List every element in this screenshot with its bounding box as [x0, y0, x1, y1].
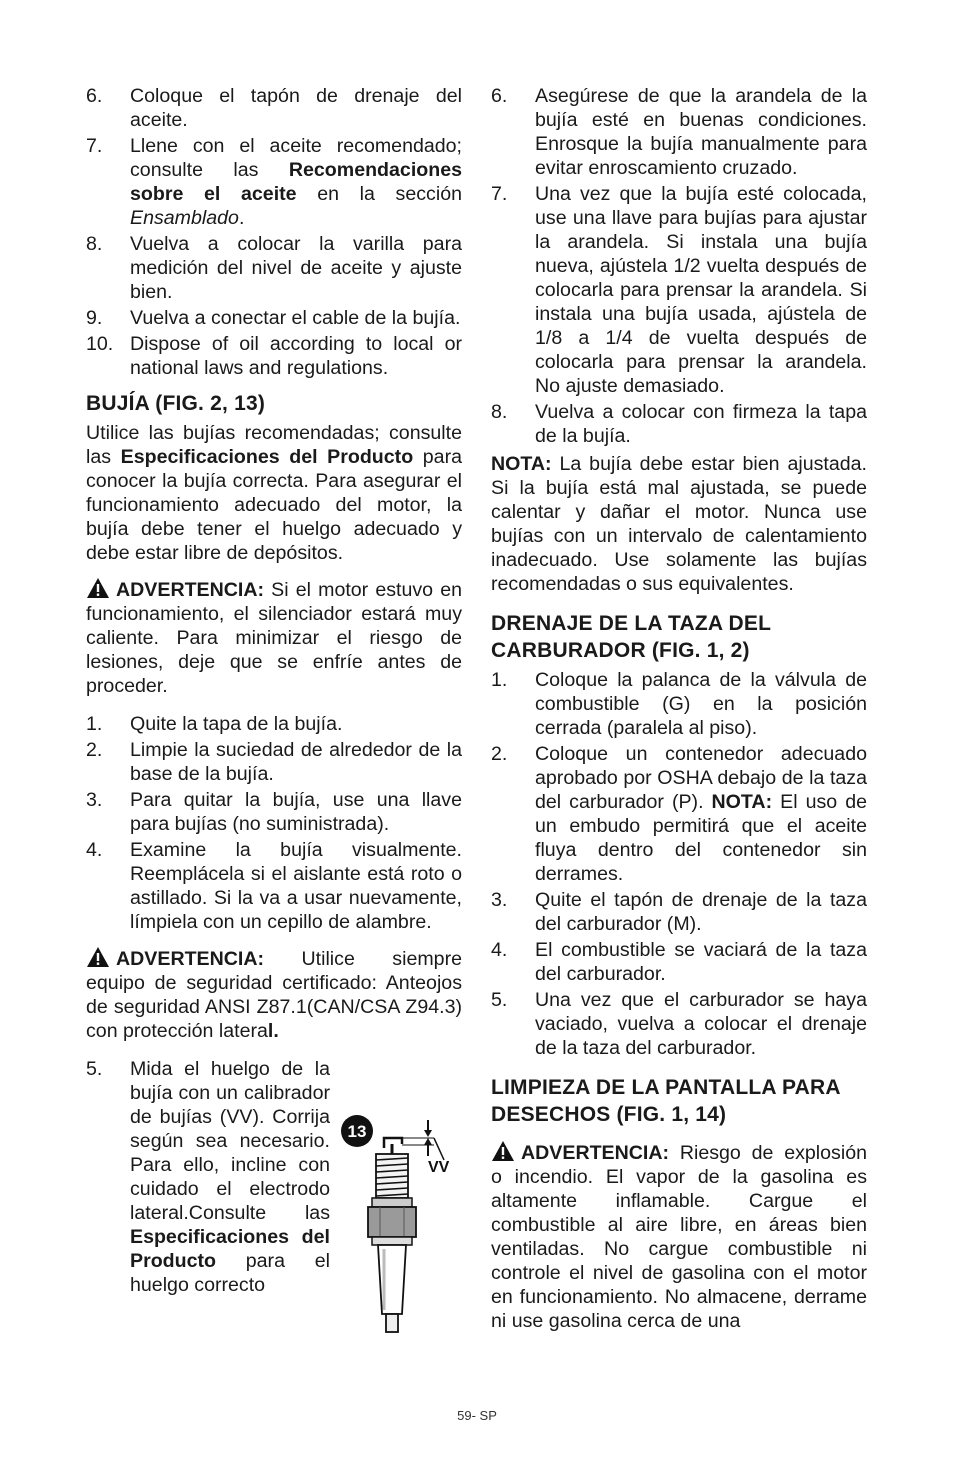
- gauge-label: VV: [428, 1159, 450, 1176]
- fuel-warning: [491, 1140, 867, 1333]
- list-item-text: Una vez que el carburador se haya vaciado, vuelva a colocar el drenaje de la taza del carburador.: [535, 989, 867, 1059]
- list-item-number: 3.: [491, 889, 508, 911]
- list-item-number: 6.: [86, 85, 103, 107]
- list-item-number: 2.: [86, 739, 103, 761]
- list-item-text: El combustible se vaciará de la taza del carburador.: [535, 939, 867, 985]
- list-item: [86, 712, 462, 736]
- debris-screen-heading: LIMPIEZA DE LA PANTALLA PARA DESECHOS (FIG. 1, 14): [491, 1076, 840, 1126]
- list-item-text: Asegúrese de que la arandela de la bujía esté en buenas condiciones. Enrosque la bujía manualmente para evitar enroscamiento cruzado.: [535, 85, 867, 179]
- installation-steps-list: [491, 84, 867, 448]
- safety-equipment-warning-text: ADVERTENCIA: Utilice siempre equipo de seguridad certificado: Anteojos de seguridad ANSI Z87.1(CAN/CSA Z94.3) con protección lateral.: [86, 948, 462, 1042]
- list-item-number: 10.: [86, 333, 114, 355]
- list-item-number: 7.: [491, 183, 508, 205]
- spark-plug-note: NOTA: La bujía debe estar bien ajustada. Si la bujía está mal ajustada, se puede calentar y dañar el motor. Nunca use bujías con un intervalo de calentamiento inadecuado. Use solamente las bujías recomendadas o sus equivalentes.: [491, 453, 867, 595]
- list-item: [491, 888, 867, 936]
- warning-triangle-icon: [86, 577, 110, 599]
- list-item-text: Coloque el tapón de drenaje del aceite.: [130, 85, 462, 131]
- figure-number: 13: [347, 1122, 367, 1141]
- list-item-number: 1.: [86, 713, 103, 735]
- list-item-text: Quite el tapón de drenaje de la taza del carburador (M).: [535, 889, 867, 935]
- list-item: [86, 788, 462, 836]
- list-item-text: Quite la tapa de la bujía.: [130, 713, 343, 735]
- list-item-number: 8.: [86, 233, 103, 255]
- list-item-text: Llene con el aceite recomendado; consulte las Recomendaciones sobre el aceite en la sección Ensamblado.: [130, 135, 462, 229]
- fuel-warning-text: ADVERTENCIA: Riesgo de explosión o incendio. El vapor de la gasolina es altamente inflamable. Cargue el combustible al aire libre, en áreas bien ventiladas. No cargue combustible ni controle el nivel de gasolina con el motor en funcionamiento. No almacene, derrame ni use gasolina cerca de una: [491, 1142, 867, 1332]
- list-item: [491, 84, 867, 180]
- list-item: [86, 306, 462, 330]
- right-column: [491, 84, 867, 1347]
- list-item: [86, 1057, 330, 1297]
- warning-triangle-icon: [86, 946, 110, 968]
- list-item-number: 6.: [491, 85, 508, 107]
- list-item-number: 9.: [86, 307, 103, 329]
- list-item-number: 5.: [491, 989, 508, 1011]
- list-item: [86, 84, 462, 132]
- warning-triangle-icon: [491, 1140, 515, 1162]
- list-item: [86, 134, 462, 230]
- carburetor-drain-heading: DRENAJE DE LA TAZA DEL CARBURADOR (FIG. 1, 2): [491, 612, 771, 662]
- list-item-number: 5.: [86, 1058, 103, 1080]
- list-item: [491, 668, 867, 740]
- spark-plug-heading: BUJÍA (FIG. 2, 13): [86, 392, 266, 415]
- list-item-number: 2.: [491, 743, 508, 765]
- list-item-text: Para quitar la bujía, use una llave para bujías (no suministrada).: [130, 789, 462, 835]
- list-item-text: Una vez que la bujía esté colocada, use una llave para bujías para ajustar la arandela. Si instala una bujía nueva, ajústela 1/2 vuelta después de colocarla para prensar la arandela. Si instala una bujía usada, ajústela de 1/8 a 1/4 de vuelta después de colocarla para prensar la arandela. No ajuste demasiado.: [535, 183, 867, 397]
- list-item-number: 4.: [491, 939, 508, 961]
- list-item: [491, 742, 867, 886]
- page-number: 59- SP: [457, 1408, 497, 1423]
- list-item-number: 8.: [491, 401, 508, 423]
- list-item-text: Vuelva a colocar la varilla para medición del nivel de aceite y ajuste bien.: [130, 233, 462, 303]
- list-item: [86, 738, 462, 786]
- list-item: [86, 838, 462, 934]
- list-item-text: Examine la bujía visualmente. Reemplácela si el aislante está roto o astillado. Si la va a usar nuevamente, límpiela con un cepillo de alambre.: [130, 839, 462, 933]
- spark-plug-figure: [340, 1114, 460, 1336]
- list-item: [491, 938, 867, 986]
- list-item-text: Vuelva a colocar con firmeza la tapa de la bujía.: [535, 401, 867, 447]
- list-item-number: 1.: [491, 669, 508, 691]
- safety-equipment-warning: [86, 946, 462, 1043]
- list-item: [86, 332, 462, 380]
- list-item-number: 3.: [86, 789, 103, 811]
- carburetor-drain-list: [491, 668, 867, 1060]
- list-item: [491, 182, 867, 398]
- list-item-text: Coloque la palanca de la válvula de combustible (G) en la posición cerrada (paralela al piso).: [535, 669, 867, 739]
- list-item-number: 7.: [86, 135, 103, 157]
- spark-plug-intro: Utilice las bujías recomendadas; consulte las Especificaciones del Producto para conocer la bujía correcta. Para asegurar el funcionamiento adecuado del motor, la bujía debe tener el huelgo adecuado y debe estar libre de depósitos.: [86, 422, 462, 564]
- list-item-text: Mida el huelgo de la bujía con un calibrador de bujías (VV). Corrija según sea necesario. Para ello, incline con cuidado el electrodo lateral.Consulte las Especificaciones del Producto para el huelgo correcto: [130, 1058, 330, 1296]
- list-item-text: Dispose of oil according to local or national laws and regulations.: [130, 333, 462, 379]
- oil-steps-list: [86, 84, 462, 380]
- list-item: [491, 988, 867, 1060]
- spark-plug-steps-list: [86, 712, 462, 934]
- list-item: [491, 400, 867, 448]
- gap-step-list: [86, 1057, 330, 1299]
- list-item-text: Coloque un contenedor adecuado aprobado por OSHA debajo de la taza del carburador (P). NOTA: El uso de un embudo permitirá que el aceite fluya dentro del contenedor sin derrames.: [535, 743, 867, 885]
- muffler-warning-text: ADVERTENCIA: Si el motor estuvo en funcionamiento, el silenciador estará muy caliente. Para minimizar el riesgo de lesiones, deje que se enfríe antes de proceder.: [86, 579, 462, 697]
- list-item-number: 4.: [86, 839, 103, 861]
- list-item-text: Limpie la suciedad de alrededor de la base de la bujía.: [130, 739, 462, 785]
- list-item: [86, 232, 462, 304]
- muffler-warning: [86, 577, 462, 698]
- list-item-text: Vuelva a conectar el cable de la bujía.: [130, 307, 461, 329]
